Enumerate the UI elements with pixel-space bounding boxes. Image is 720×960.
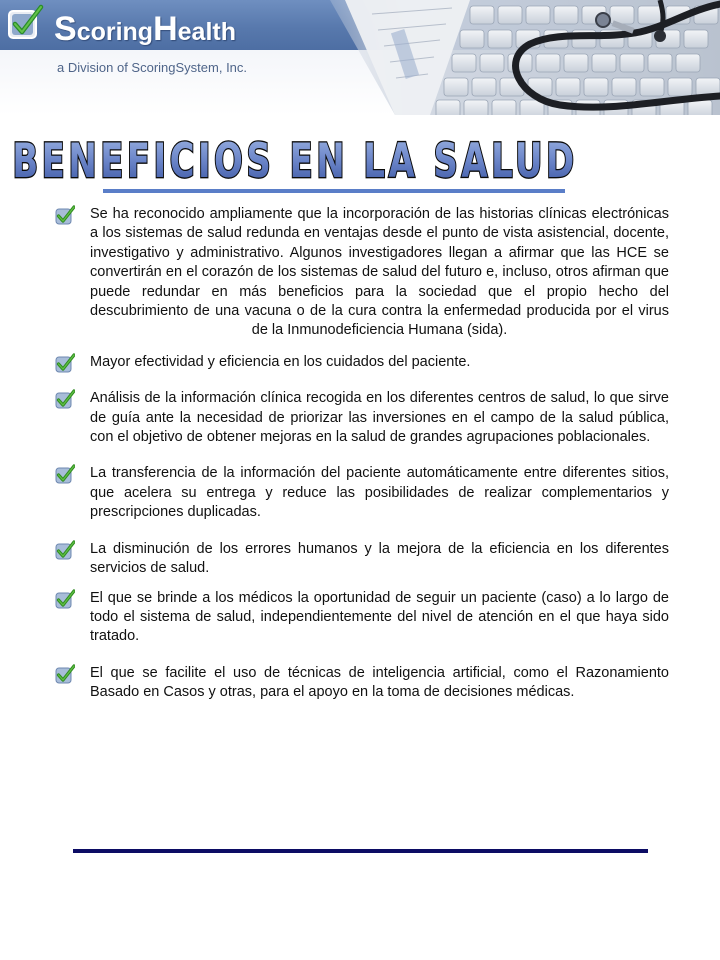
checkbox-icon — [55, 389, 75, 409]
brand-word-coring: coring — [76, 18, 154, 46]
brand-letter-s: S — [54, 10, 77, 48]
brand-word-ealth: ealth — [177, 18, 237, 46]
checkbox-icon — [55, 205, 75, 225]
checkbox-icon — [55, 540, 75, 560]
checkbox-icon — [55, 353, 75, 373]
list-item-text: El que se facilite el uso de técnicas de inteligencia artificial, como el Razonamiento Basado en Casos y otras, para el apoyo en la toma de decisiones médicas. — [90, 664, 669, 701]
list-item — [90, 589, 669, 647]
list-item — [90, 540, 669, 579]
list-item-text: Mayor efectividad y eficiencia en los cuidados del paciente. — [90, 353, 471, 370]
logo-check-icon — [6, 4, 44, 42]
benefits-list — [0, 205, 720, 703]
header-banner — [0, 0, 720, 115]
list-item — [90, 464, 669, 522]
brand-letter-h: H — [153, 10, 178, 48]
page-title-text: BENEFICIOS EN LA SALUD — [12, 133, 578, 187]
list-item-text: La disminución de los errores humanos y la mejora de la eficiencia en los diferentes servicios de salud. — [90, 540, 669, 577]
footer-divider — [73, 849, 648, 853]
page-title — [0, 123, 720, 187]
list-item-text: El que se brinde a los médicos la oportunidad de seguir un paciente (caso) a lo largo de todo el sistema de salud, independientemente del nivel de atención en el que haya sido tratado. — [90, 589, 669, 645]
checkbox-icon — [55, 664, 75, 684]
list-item — [90, 664, 669, 703]
list-item — [90, 205, 669, 341]
list-item — [90, 389, 669, 447]
brand-name — [54, 6, 236, 46]
list-item-text: La transferencia de la información del paciente automáticamente entre diferentes sitios, que acelera su entrega y reduce las posibilidades de realizar complementarios y prescripciones duplicadas. — [90, 465, 669, 521]
checkbox-icon — [55, 464, 75, 484]
list-item-text: Análisis de la información clínica recogida en los diferentes centros de salud, lo que sirve de guía ante la necesidad de priorizar las inversiones en el campo de la salud pública, con el objetivo de obtener mejoras en la salud de grandes agrupaciones poblacionales. — [90, 390, 669, 446]
checkbox-icon — [55, 589, 75, 609]
list-item — [90, 353, 669, 372]
title-underline — [103, 189, 565, 193]
brand-subtitle: a Division of ScoringSystem, Inc. — [57, 60, 248, 75]
list-item-text: Se ha reconocido ampliamente que la incorporación de las historias clínicas electrónicas a los sistemas de salud redunda en ventajas desde el punto de vista asistencial, docente, investigativo y administrativo. Algunos investigadores llegan a afirmar que las HCE se convertirán en el corazón de los sistemas de salud del futuro e, incluso, otros afirman que puede redundar en más beneficios para la sociedad que el propio hecho del descubrimiento de una vacuna o de la cura contra la enfermedad producida por el virus de la Inmunodeficiencia Humana (sida). — [90, 206, 669, 339]
